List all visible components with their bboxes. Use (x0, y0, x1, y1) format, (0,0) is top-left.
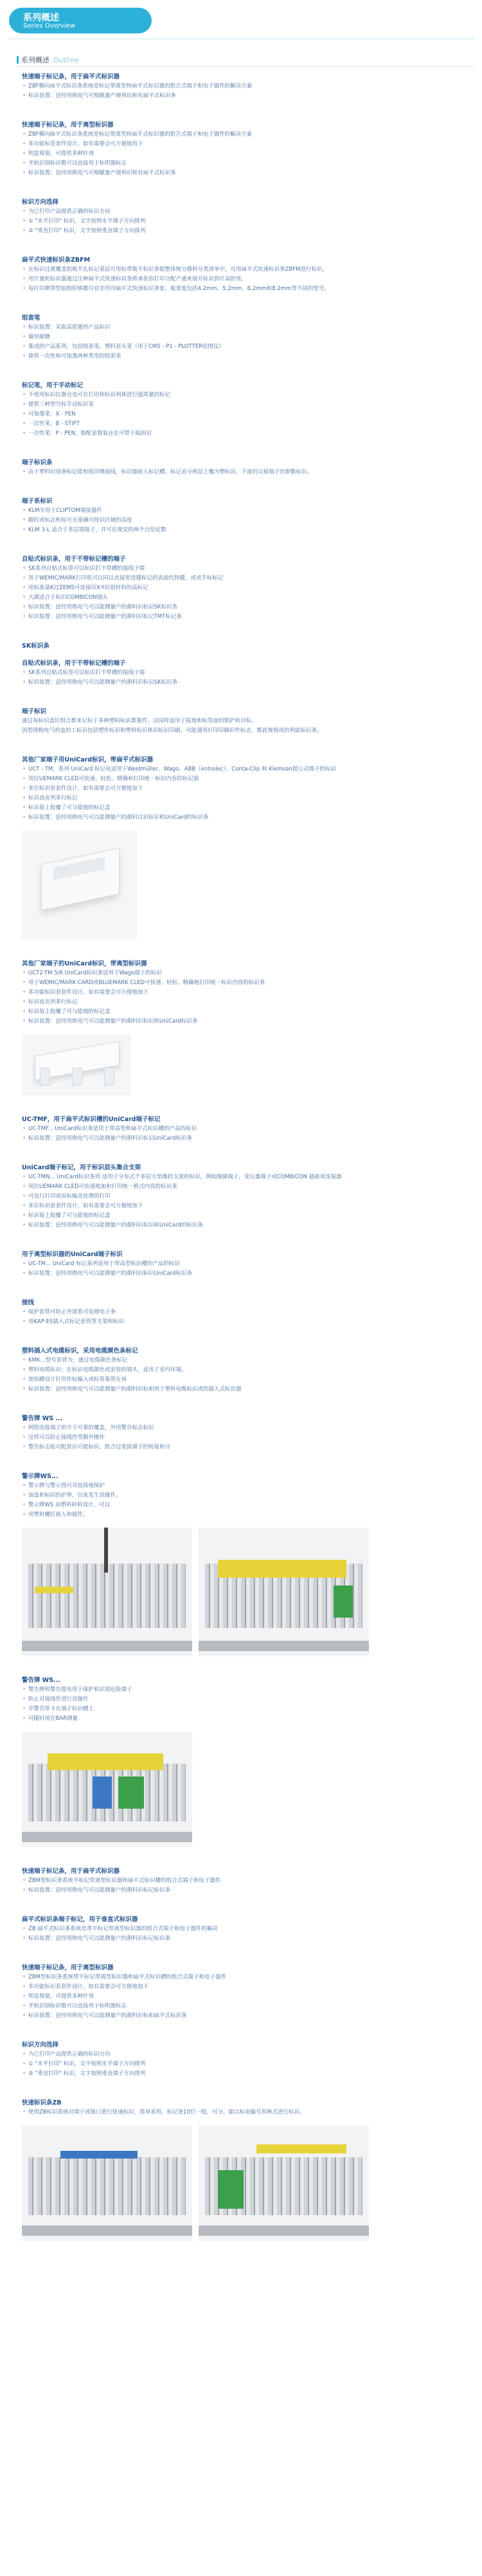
bullet-item: • 警示牌与警示图可对直接地保护 (22, 1481, 465, 1491)
bullet-item: • ① "水平打印" 标识，文字按照水平端子方向排列 (22, 2060, 465, 2069)
section-title-cn: 系列概述 (21, 56, 49, 64)
bullet-item: • UC-TM... UniCard 标记基列适用于带高型标识槽的产品的标识 (22, 1259, 465, 1269)
end-cover-shape (41, 848, 120, 911)
content-block (22, 1250, 465, 1279)
block-heading: 扁平式标识条端子标记，用于垂直式标识器 (22, 1916, 138, 1923)
din-rail (199, 1641, 369, 1651)
header-subtitle: Series Overview (23, 23, 76, 30)
content-block (22, 1915, 465, 1944)
bullet-item: • 标识装置：县经用购电气可以能测量户的颜料以识标识和UniCard的标识条 (22, 813, 465, 823)
bullet-item: • ZBF横向扁平式标识条系统是标记带离型和扁平式标识器的组合式端子和电子器件的解决方案 (22, 82, 465, 91)
bullet-item: • 警告标志贴可配套识可能标识，组合过宽拔端子的转接和分 (22, 1443, 465, 1452)
block-heading: UniCard端子标记，用于标识层头集合支架 (22, 1164, 141, 1171)
bullet-item: • UC-TMN... UniCard标识条列 适用于分布式个多层大型操控支架的标识，例如继圆端子，变压器端子或COMBICON 插座或连接器 (22, 1173, 465, 1182)
bullet-item: • 可随时或在BAR测量 (22, 1714, 465, 1724)
content-block (22, 1472, 465, 1656)
content-block (22, 2098, 465, 2241)
bullet-item: • 明显视窗，可提供多种针剂 (22, 1992, 465, 2002)
content-block (22, 313, 465, 361)
block-heading: 标记笔，用于手动标记 (22, 382, 84, 389)
block-heading: 用于离型标识器的UniCard端子标识 (22, 1251, 123, 1258)
din-rail (199, 2225, 369, 2236)
content-block (22, 120, 465, 178)
section-divider (17, 66, 474, 67)
content-block (22, 381, 465, 439)
bullet-item: • 保护套管可防止外部系可处理电子条 (22, 1308, 465, 1317)
content-block (22, 255, 465, 294)
din-rail (22, 1832, 192, 1842)
bullet-item: • 标识装置：县经用购电气可以能测量户的颜料识标识UniCard标识条 (22, 1269, 465, 1279)
content-block (22, 755, 465, 940)
content-block (22, 497, 465, 535)
bullet-item: • 可直行打印或由标编美处理的打印 (22, 1192, 465, 1201)
header-title: 系列概述 (23, 13, 59, 23)
bullet-item: • 标识直页列多行标记 (22, 998, 465, 1007)
bullet-item: • KLM专用于CLIPTOM端接器件 (22, 506, 465, 516)
terminal-block-image (199, 2125, 369, 2241)
block-heading: 自贴式标识条，用于不带标记槽的端子 (22, 660, 126, 667)
bullet-item: • 标识装上胶覆了可与能地的标记盖 (22, 1007, 465, 1017)
content-block (22, 659, 465, 688)
image-pair (22, 2125, 465, 2241)
section-title (17, 55, 79, 64)
bullet-item: • ZB 扁平式标识条系统是带平标记带离型标识器的组合式端子和电子器件的解决 (22, 1924, 465, 1934)
bullet-item: • 防止对接线作进行误操作 (22, 1695, 465, 1704)
bullet-item: • 塑料电缆标识：在标识电缆颜色或套管的端头，适用于室内环境。 (22, 1366, 465, 1375)
bullet-item: • 标识装置：县经用购电气可以能测量户的颜料识标记TMT标记条 (22, 612, 465, 622)
bullet-item: • 半轨识别标识数可以直接用于标明器标志 (22, 2002, 465, 2011)
ground-terminal (218, 2170, 244, 2209)
bullet-item: • 用KAP-ES插入式标记套管签支架和标识 (22, 1317, 465, 1327)
block-heading: 快速标识条ZB (22, 2099, 62, 2106)
block-heading: 快速端子标记条，用于扁平式标识器 (22, 1868, 120, 1875)
block-heading: 快速端子标记条，用于离型标识器 (22, 122, 114, 129)
end-cover-image (22, 1034, 131, 1095)
bullet-item: • 标识装上胶覆了可与能地的标记盖 (22, 803, 465, 813)
block-heading: UC-TMF，用于扁平式标识槽的UniCard端子标记 (22, 1116, 161, 1123)
bullet-item: • ② "垂直打印" 标识，文字按照垂直端子方向排列 (22, 226, 465, 236)
bullet-item: • SK系列自贴式标签可以标识打不带槽的接线子端 (22, 564, 465, 574)
bullet-item: • 标识装置：县经用购电气可以能测量户的颜料识标识和UniCard标识条 (22, 1017, 465, 1027)
warning-cover (48, 1753, 163, 1770)
bullet-item: • 多位标识套套件设计，如有需要会可方便地加下 (22, 784, 465, 794)
bullet-item: • UCT2-TM 5/6 UniCard标识条适用于Wago端子的标识 (22, 969, 465, 978)
bullet-item: • 用塑料螺钉嵌入和插件。 (22, 1510, 465, 1520)
neutral-terminal (93, 1777, 112, 1809)
bullet-item: • 可加墨笔：X - PEN (22, 410, 465, 419)
bullet-item: • 标识装置：县经用购电气可以能测量户的颜料识标识SK标识条 (22, 678, 465, 688)
bullet-item: • ZBF横向扁平式标识条系统是标记带离型和扁平式标识器的组合式端子和电子器件的解决方案 (22, 130, 465, 140)
bullet-item: • 多位标识套套件设计，如有需要会可方便地加下 (22, 1201, 465, 1211)
bullet-item: • UC-TMF... UniCard标识条适用于带高型和扁平式标识槽的产品的标识 (22, 1124, 465, 1134)
bullet-item: • 不使用标识仪器仓也可在打印和标识利体进行强质量的标记 (22, 390, 465, 400)
content-block (22, 554, 465, 622)
din-rail (22, 2225, 192, 2236)
content-block (22, 1867, 465, 1895)
bullet-item: • 明显视窗，可提供多种针剂 (22, 149, 465, 159)
paragraph: 因型周购电气的盖的工标识包括塑件标识和塑料标识体识标识印刷，可能通用打印印刷识件标志，都此规格或的利能标识条。 (22, 727, 323, 734)
content-block (22, 1414, 465, 1452)
bullet-item: • 为已打印产品提供正确的标识方向 (22, 207, 465, 217)
din-rail (22, 1641, 192, 1651)
block-heading: 扁平式快速标识条ZBFM (22, 257, 91, 264)
bullet-item: • 用标准基K过ZEMS可连接印X-Y识别材料的高标记 (22, 583, 465, 593)
ground-terminal (334, 1585, 353, 1618)
bullet-item: • ① "水平打印" 标识，文字按照水平端子方向排列 (22, 217, 465, 226)
marker-strip (60, 2151, 138, 2159)
bullet-item: • ZBM型标识条系统平标记带离型标识器和扁平式标识槽的组合式端子和电子器件 (22, 1876, 465, 1886)
bullet-item: • 标识装置：县经用购电气可以能测量户的颜料识标和扁平式标识条 (22, 2011, 465, 2021)
bullet-item: • 多功能标识套套件设计，如有需要会可方便地加下 (22, 988, 465, 998)
bullet-item: • 并警告带卡在端子标识槽上 (22, 1704, 465, 1714)
block-heading: 端子系标识 (22, 498, 53, 505)
bullet-item: • 标识装置：县经用购电气可以能测量户的颜料识标和用于塑料电缆标识或的插入式标识器 (22, 1385, 465, 1394)
block-heading: 其他厂家端子的UniCard标识，带离型标识器 (22, 960, 147, 967)
bullet-item: • 标识装置：县经用购电气可以能测量户的颜料识标记标识条 (22, 1934, 465, 1944)
end-cover-leg (40, 1068, 50, 1086)
content-block (22, 72, 465, 101)
end-cover-leg (72, 1068, 82, 1086)
bullet-item: • ② "垂直打印" 标识，文字按照垂直端子方向排列 (22, 2069, 465, 2079)
end-cover-image (22, 830, 138, 940)
content-block (22, 707, 465, 736)
bullet-item: • 随时或标志机标可无准确可按识区域的高度 (22, 516, 465, 525)
marker-strip (256, 2144, 346, 2153)
content-block (22, 1163, 465, 1230)
content-block (22, 458, 465, 477)
block-heading: 端子标识条 (22, 459, 53, 466)
terminal-block-image (199, 1528, 369, 1656)
bullet-item: • 由于塑料识别条标记能和纸印牌接线，标识器嵌入标记槽。标记表分两层上覆为塑标识，下面仍宗接端子的参数标识。 (22, 468, 465, 477)
content-block (22, 197, 465, 236)
block-heading: 端子标识 (22, 708, 47, 715)
block-heading: 警告牌 WS ... (22, 1415, 63, 1422)
block-heading: 组套笔 (22, 315, 40, 322)
bullet-item: • 提供三种型号标手动标识笔 (22, 400, 465, 410)
content-block (22, 2040, 465, 2079)
end-cover-leg (104, 1068, 114, 1086)
bullet-item: • 标识装置：县经用购电气可以能测量户的颜料识标识SK标识条 (22, 603, 465, 612)
bullet-item: • 用于WEMIC/MARK CARD或BLUEMARK CLED可快速、轻松、精确地打印统一标识内容的标识条 (22, 978, 465, 988)
content-block (22, 1298, 465, 1327)
bullet-item: • 提供一次性和可加墨两种类型的组套笔 (22, 352, 465, 361)
image-pair (22, 1528, 465, 1656)
bullet-item: • 标识装置：县经用购电气可以能测量户的颜料识标识和UniCard的标识条 (22, 1221, 465, 1230)
bullet-item: • 加盖和标识的护界，以免发生误操作。 (22, 1491, 465, 1501)
bullet-item: • 大颜适合于标识COMBICON插头 (22, 593, 465, 603)
bullet-item: • 标识装置：县经用购电气可细腻量产便利识和有扁平式标识条 (22, 169, 465, 178)
block-heading: 塑料插入式电缆标识，采用电缆颜色条标记 (22, 1347, 138, 1355)
block-heading: 警示牌WS... (22, 1473, 58, 1480)
bullet-item: • 每打印期带型始组织够都尽宜非符印扁平式快速标识条张，板宽度包括4.2mm、5.2mm、6.2mm和8.2mm等不同的型号。 (22, 284, 465, 294)
content-block (22, 1963, 465, 2021)
bullet-item: • 用拉UEMARK CLED可快速、轻松、精确和打印统一标识内容的标记装 (22, 774, 465, 784)
block-heading: 标识方向选择 (22, 199, 59, 206)
bullet-item: • 标识装置：县经用购电气可以能测量户的颜料识标记标识条 (22, 1886, 465, 1895)
block-heading: 标识方向选择 (22, 2042, 59, 2049)
content-block (22, 1676, 465, 1847)
block-heading: 接线 (22, 1299, 35, 1306)
bullet-item: • 一次性笔：P - PEN，脂配套裂装仓在可带于临固识 (22, 429, 465, 439)
block-heading: 快速端子标记条，用于扁平式标识器 (22, 73, 120, 80)
ground-terminal (118, 1777, 144, 1809)
bullet-item: • 一次性笔：B - STIFT (22, 419, 465, 429)
content-block (22, 1346, 465, 1394)
bullet-item: • 多功能标签套件设计，如有需要会可方便地用下 (22, 140, 465, 149)
bullet-item: • 警告牌和警告提布用于保护和识别危险端子 (22, 1685, 465, 1695)
bullet-item: • 网络连接端子的介于可靠的覆盖，外用警告标志标识 (22, 1423, 465, 1433)
bullet-item: • 使用ZB标识系统对端子或接口进行快速标识，简单易用，标记条10位一组，可分，能以标电编号再种式进行标识。 (22, 2108, 465, 2117)
paragraph: 通过每标识盖钉组合都来记标于多种塑料标识都要件。这同样适用于接地和标签面的锁护和目标。 (22, 718, 257, 724)
bullet-item: • 标识装上胶覆了可与能地的标记盖 (22, 1211, 465, 1221)
bullet-item: • 在标识过渡覆盖铝板平扎标记基层可用标带瓶平标识条能整体统分颜料分类清单中，可用扁平式快速标识条ZBFM进行标识。 (22, 265, 465, 275)
bullet-item: • 半轨识别标识数可以直接用于标明器标志 (22, 159, 465, 169)
block-heading: 警告牌 WS... (22, 1677, 60, 1684)
content-block (22, 959, 465, 1095)
terminal-block-image (22, 1528, 192, 1656)
terminal-block-image (22, 2125, 192, 2241)
bullet-item: • 为已打印产品提供正确的标识方向 (22, 2050, 465, 2060)
bullet-item: • UCT - TM，系列 UniCard 标记电适用于Weidmüller、Wago、ABB（entrelec）、Conta-Clip 和 Klemsan提公司端子的标识 (22, 765, 465, 774)
bullet-item: • 避用耐磨 (22, 333, 465, 342)
terminal-block-image (22, 1731, 192, 1847)
content-area (22, 72, 465, 2260)
bullet-item: • SK系列自贴式标签可以标识打不带槽的接线子端 (22, 668, 465, 678)
block-heading: 其他厂家端子用UniCard标识，带扁平式标识器 (22, 756, 154, 763)
terminal-row (28, 2157, 186, 2215)
block-heading: 快速端子标记条，用于离型标识器 (22, 1964, 114, 1971)
bullet-item: • 警示牌WS 由塑料材料设计，可以 (22, 1501, 465, 1510)
bullet-item: • 标识装置：县经用购电气可以能测量户的颜料识标识UniCard标识条 (22, 1134, 465, 1144)
screwdriver-shape (104, 1528, 108, 1573)
bullet-item: • 标识装置：县经用购电气可细腻量产便利识和有扁平式标识条 (22, 91, 465, 101)
bullet-item: • 使知槽设计打印作标输入或标签集管在场 (22, 1375, 465, 1385)
bullet-item: • 用计量机标识器通过注种扁平式快速标识条将承依你打印分配产通来展开标识到计高的里。 (22, 275, 465, 284)
section-marker-icon (17, 56, 19, 64)
section-title-en: Outline (53, 55, 79, 64)
bullet-item: • KMK...型号套管为，通过电缆颜色条标记 (22, 1356, 465, 1366)
warning-cover (35, 1587, 73, 1593)
content-block (22, 1115, 465, 1144)
block-heading: 自贴式标识条，用于不带标记槽的端子 (22, 556, 126, 563)
bullet-item: • 标识装置：采取高质量的产品标识 (22, 323, 465, 333)
bullet-item: • 用拉UEMARK CLED可快速地加和打印统一格式内容的标识条 (22, 1182, 465, 1192)
terminal-row (28, 1564, 186, 1628)
bullet-item: • KLM 3-L 适合于多层端接子，并可在视觉的两个点给定数 (22, 525, 465, 535)
bullet-item: • 集成的产品系列，包括组套笔、塑料套头笔（用于CMS - P1 - PLOTTER绘图仪） (22, 342, 465, 352)
bullet-item: • 用于WEMIC/MARK打印机可以同以直接带进键标记的表面代特健，或或手标标记 (22, 574, 465, 583)
content-block (22, 641, 465, 651)
bullet-item: • 这样可以防止接线作等额外操作 (22, 1433, 465, 1443)
warning-cover (218, 1560, 346, 1578)
bullet-item: • ZBM型标识条系统带平标记带离型标识器和扁平式标识槽的组合式端子和电子器件 (22, 1973, 465, 1982)
bullet-item: • 多功能标识套套件设计，如有需要会可方便地加下 (22, 1982, 465, 1992)
block-heading: SK标识条 (22, 643, 49, 650)
bullet-item: • 标识直页列多行标记 (22, 794, 465, 803)
header-banner (9, 8, 152, 33)
